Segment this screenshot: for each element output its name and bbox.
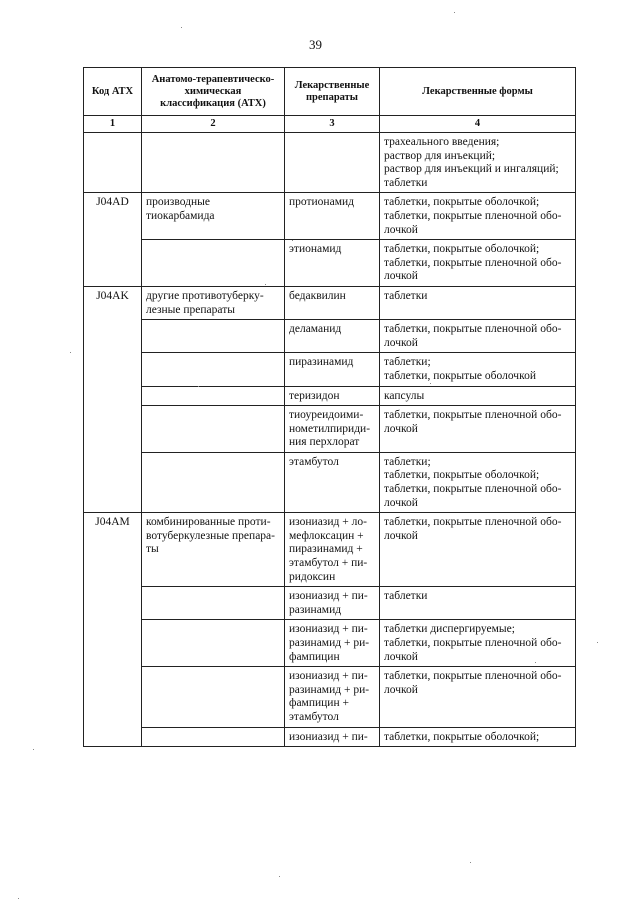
atx-classification-cell: [142, 667, 285, 727]
table-row: [84, 193, 576, 240]
dosage-form-line: таблетки: [384, 176, 428, 189]
dosage-forms-cell: [380, 133, 576, 193]
scan-speck: [33, 749, 34, 750]
dosage-forms-cell: [380, 193, 576, 240]
dosage-form-line: таблетки, покрытые оболочкой;: [384, 196, 540, 209]
dosage-forms-cell: [380, 286, 576, 319]
atx-code-cell: J04AK: [84, 286, 142, 512]
dosage-form-line: лочкой: [384, 650, 418, 663]
atx-classification-cell: [142, 240, 285, 287]
dosage-form-line: таблетки, покрытые оболочкой;: [384, 730, 540, 743]
drug-cell: [285, 133, 380, 193]
page-number: 39: [309, 37, 322, 52]
scan-speck: [279, 876, 280, 877]
table-row: [84, 353, 576, 386]
header-code: Код АТХ: [84, 68, 142, 116]
scan-speck: [18, 898, 19, 899]
drug-cell: изониазид + ло-мефлоксацин + пиразинамид + этамбутол + пи-ридоксин: [285, 513, 380, 587]
table-header-row: [84, 68, 576, 116]
column-number: 3: [285, 116, 380, 133]
table-row: [84, 727, 576, 747]
dosage-form-line: таблетки, покрытые оболочкой: [384, 369, 536, 382]
table-row: [84, 513, 576, 587]
drug-cell: изониазид + пи-разинамид: [285, 587, 380, 620]
dosage-forms-cell: [380, 320, 576, 353]
dosage-forms-cell: [380, 386, 576, 406]
atx-code-cell: J04AD: [84, 193, 142, 287]
dosage-form-line: таблетки, покрытые пленочной обо-: [384, 670, 562, 683]
header-drugs: Лекарственные препараты: [285, 68, 380, 116]
dosage-forms-cell: [380, 406, 576, 453]
atx-classification-cell: другие противотуберку-лезные препараты: [142, 286, 285, 319]
dosage-forms-cell: [380, 513, 576, 587]
dosage-form-line: таблетки, покрытые пленочной обо-: [384, 323, 562, 336]
atx-classification-cell: производные тиокарбамида: [142, 193, 285, 240]
scan-speck: [198, 386, 199, 387]
dosage-form-line: таблетки;: [384, 356, 431, 369]
drug-cell: изониазид + пи-разинамид + ри-фампицин + этамбутол: [285, 667, 380, 727]
dosage-form-line: таблетки: [384, 590, 428, 603]
table-row: [84, 286, 576, 319]
column-number-row: [84, 116, 576, 133]
atx-classification-cell: [142, 587, 285, 620]
dosage-form-line: таблетки, покрытые пленочной обо-: [384, 409, 562, 422]
atx-classification-cell: [142, 727, 285, 747]
dosage-forms-cell: [380, 452, 576, 512]
dosage-forms-cell: [380, 353, 576, 386]
header-classification: Анатомо-терапевтическо-химическая классификация (АТХ): [142, 68, 285, 116]
atx-classification-cell: [142, 386, 285, 406]
atx-classification-cell: [142, 353, 285, 386]
drug-cell: деламанид: [285, 320, 380, 353]
dosage-form-line: таблетки, покрытые пленочной обо-: [384, 256, 562, 269]
drug-cell: протионамид: [285, 193, 380, 240]
dosage-form-line: лочкой: [384, 336, 418, 349]
header-forms: Лекарственные формы: [380, 68, 576, 116]
atx-code-cell: [84, 133, 142, 193]
column-number: 1: [84, 116, 142, 133]
atx-classification-cell: [142, 452, 285, 512]
atx-classification-cell: [142, 406, 285, 453]
scan-speck: [181, 27, 182, 28]
atx-classification-cell: [142, 133, 285, 193]
dosage-form-line: таблетки, покрытые пленочной обо-: [384, 209, 562, 222]
atx-code-cell: J04AM: [84, 513, 142, 747]
dosage-forms-cell: [380, 240, 576, 287]
dosage-forms-cell: [380, 727, 576, 747]
dosage-form-line: лочкой: [384, 529, 418, 542]
table-row: [84, 320, 576, 353]
atx-classification-cell: комбинированные проти-вотуберкулезные препара-ты: [142, 513, 285, 587]
table-row: [84, 133, 576, 193]
dosage-form-line: лочкой: [384, 496, 418, 509]
scan-speck: [597, 642, 598, 643]
drug-cell: изониазид + пи-: [285, 727, 380, 747]
dosage-form-line: таблетки, покрытые пленочной обо-: [384, 516, 562, 529]
scan-speck: [470, 862, 471, 863]
table-row: [84, 620, 576, 667]
atx-classification-cell: [142, 620, 285, 667]
table-row: [84, 452, 576, 512]
dosage-forms-cell: [380, 667, 576, 727]
atx-table: [83, 67, 576, 747]
dosage-form-line: раствор для инъекций;: [384, 149, 496, 162]
scan-speck: [454, 12, 455, 13]
drug-cell: изониазид + пи-разинамид + ри-фампицин: [285, 620, 380, 667]
dosage-form-line: лочкой: [384, 683, 418, 696]
dosage-form-line: таблетки, покрытые оболочкой;: [384, 469, 540, 482]
dosage-form-line: капсулы: [384, 389, 425, 402]
dosage-form-line: таблетки;: [384, 455, 431, 468]
table-row: [84, 406, 576, 453]
table-row: [84, 587, 576, 620]
drug-cell: пиразинамид: [285, 353, 380, 386]
column-number: 4: [380, 116, 576, 133]
dosage-form-line: лочкой: [384, 223, 418, 236]
dosage-form-line: лочкой: [384, 270, 418, 283]
dosage-form-line: трахеального введения;: [384, 136, 500, 148]
dosage-form-line: таблетки, покрытые оболочкой;: [384, 243, 540, 256]
drug-cell: тиоуреидоими-нометилпириди-ния перхлорат: [285, 406, 380, 453]
drug-cell: бедаквилин: [285, 286, 380, 319]
scan-speck: [265, 284, 266, 285]
dosage-form-line: раствор для инъекций и ингаляций;: [384, 163, 559, 176]
column-number: 2: [142, 116, 285, 133]
dosage-form-line: таблетки, покрытые пленочной обо-: [384, 483, 562, 496]
scan-speck: [70, 352, 71, 353]
scan-speck: [430, 383, 431, 384]
table-body: [84, 133, 576, 747]
drug-cell: этамбутол: [285, 452, 380, 512]
dosage-forms-cell: [380, 620, 576, 667]
dosage-form-line: таблетки диспергируемые;: [384, 623, 515, 636]
scan-speck: [292, 240, 293, 241]
drug-cell: этионамид: [285, 240, 380, 287]
atx-classification-cell: [142, 320, 285, 353]
table-row: [84, 386, 576, 406]
scan-speck: [535, 662, 536, 663]
table-row: [84, 667, 576, 727]
dosage-form-line: таблетки, покрытые пленочной обо-: [384, 637, 562, 649]
dosage-form-line: таблетки: [384, 289, 428, 302]
dosage-forms-cell: [380, 587, 576, 620]
drug-cell: теризидон: [285, 386, 380, 406]
table-row: [84, 240, 576, 287]
dosage-form-line: лочкой: [384, 422, 418, 435]
